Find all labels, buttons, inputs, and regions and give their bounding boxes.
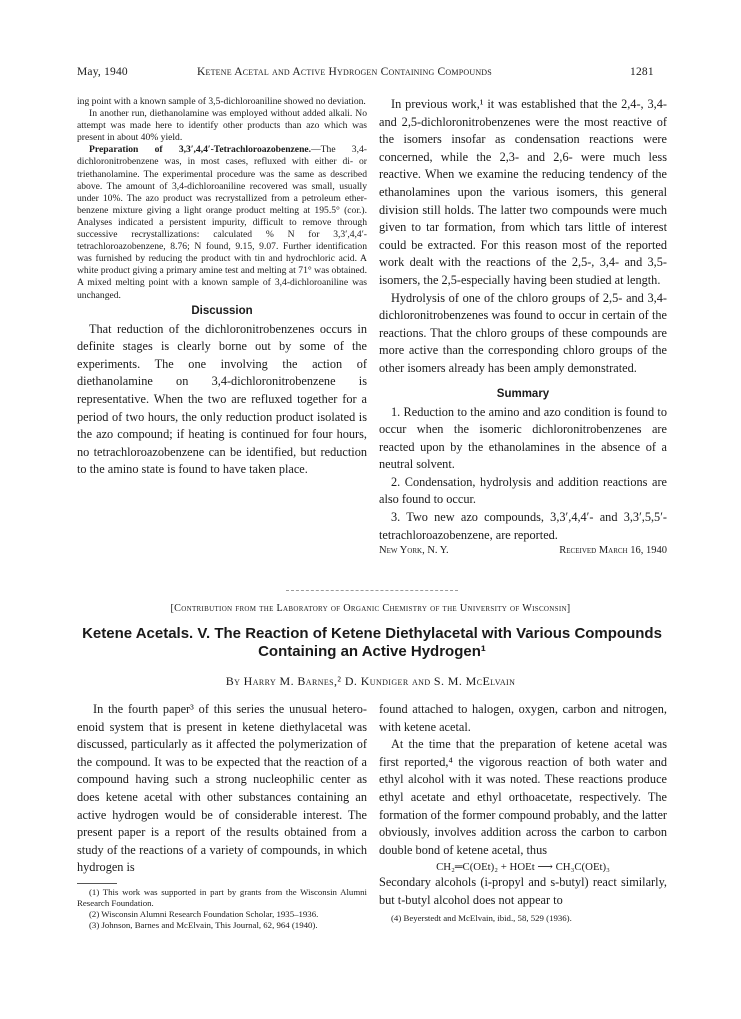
- summary-item: 1. Reduction to the amino and azo condition is found to occur when the isomeric dichloronitrobenzenes are reacted upon by the ethanolamines in the absence of a neutral solvent.: [379, 404, 667, 472]
- summary-heading: Summary: [496, 387, 550, 400]
- authors: By Harry M. Barnes,² D. Kundiger and S. M. McElvain: [225, 674, 516, 688]
- paragraph: That reduction of the dichloronitrobenzenes occurs in definite stages is clearly borne out by some of the experiments. The one involving the action of diethanolamine on 3,4-dichloronitrobenzene is representative. When the two are refluxed together for a period of two hours, the only reduction product isolated is the azo compound; if heating is continued for four hours, no tetrachloroazobenzene can be identified, but reduction to the amino state is found to have taken place.: [77, 321, 367, 477]
- upper-left-column: [77, 96, 367, 479]
- header-date: May, 1940: [77, 66, 128, 78]
- paragraph: In the fourth paper³ of this series the unusual hetero-enoid system that is present in ketene diethylacetal was discussed, particularly as it affected the polymerization of the compound. It was to be expected that the reaction of a compound having such a strong nucleophilic center as does ketene acetal with other substances containing an active hydrogen would be of considerable interest. The present paper is a report of the results obtained from a study of the reactions of a variety of compounds, in which hydrogen is: [77, 702, 367, 875]
- paragraph-text: —The 3,4-dichloronitrobenzene was, in most cases, refluxed with either di- or triethanolamine. The experimental procedure was the same as described above. The amount of 3,4-dichloroaniline recovered was small, usually under 10%. The azo product was recrystallized from a petroleum ether-benzene mixture giving a light orange product melting at 195.5° (cor.). Analyses indicated a persistent impurity, difficult to remove through successive recrystallizations: calculated % N for 3,3′,4,4′-tetrachloroazobenzene, 8.76; N found, 9.15, 9.07. Further identification was furnished by reducing the product with tin and hydrochloric acid. A white product giving a primary amine test and melting at 71° was obtained. A mixed melting point with a known sample of 3,4-dichloroaniline was unchanged.: [77, 144, 367, 301]
- article-title: Ketene Acetals. V. The Reaction of Ketene Diethylacetal with Various Compounds Containing an Active Hydrogen¹: [82, 625, 662, 660]
- paragraph: found attached to halogen, oxygen, carbon and nitrogen, with ketene acetal.: [379, 702, 667, 734]
- section-divider: [286, 590, 458, 591]
- signature-line: [379, 545, 667, 556]
- lower-left-column: [77, 701, 367, 931]
- running-title: Ketene Acetal and Active Hydrogen Containing Compounds: [197, 66, 492, 78]
- upper-right-column: [379, 96, 667, 556]
- paragraph: In previous work,¹ it was established that the 2,4-, 3,4- and 2,5-dichloronitrobenzenes were the most reactive of the isomers insofar as condensation reactions were concerned, while the 2,3- and 2,6- were much less reactive. When we examine the reducing tendency of the ethanolamines upon the various isomers, this general division still holds. The latter two compounds were much given to tar formation, from which tars little of interest could be extracted. For this reason most of the reported work dealt with the reactions of the 2,5-, 3,4- and 3,5-isomers, the 2,5-especially having been studied at length.: [379, 97, 667, 287]
- paragraph: ing point with a known sample of 3,5-dichloroaniline showed no deviation.: [77, 96, 366, 107]
- footnote: (2) Wisconsin Alumni Research Foundation Scholar, 1935–1936.: [89, 908, 319, 919]
- footnote: (3) Johnson, Barnes and McElvain, This Journal, 62, 964 (1940).: [89, 919, 318, 930]
- subsection-heading: Preparation of 3,3′,4,4′-Tetrachloroazobenzene.: [89, 144, 312, 156]
- paragraph: At the time that the preparation of ketene acetal was first reported,⁴ the vigorous reaction of both water and ethyl alcohol with it was noted. These reactions produce ethyl acetate and ethyl orthoacetate, respectively. The formation of the former compound probably, and the latter obviously, involves addition across the carbon to carbon double bond of ketene acetal, thus: [379, 737, 667, 857]
- place: New York, N. Y.: [379, 545, 449, 557]
- lower-right-column: [379, 701, 667, 924]
- paragraph: In another run, diethanolamine was employed without added alkali. No attempt was made here to identify other products than azo which was present in about 40% yield.: [77, 108, 367, 144]
- footnote: (4) Beyerstedt and McElvain, ibid., 58, 529 (1936).: [391, 912, 572, 923]
- summary-item: 3. Two new azo compounds, 3,3′,4,4′- and 3,3′,5,5′-tetrachloroazobenzene, are reported.: [379, 510, 667, 542]
- summary-item: 2. Condensation, hydrolysis and addition reactions are also found to occur.: [379, 474, 667, 507]
- footnote: (1) This work was supported in part by grants from the Wisconsin Alumni Research Foundation.: [77, 886, 367, 908]
- contribution-line: [Contribution from the Laboratory of Organic Chemistry of the University of Wisconsin]: [170, 603, 571, 614]
- paragraph: [77, 144, 367, 301]
- paragraph: Secondary alcohols (i-propyl and s-butyl) react similarly, but t-butyl alcohol does not appear to: [379, 875, 667, 907]
- paragraph: Hydrolysis of one of the chloro groups of 2,5- and 3,4-dichloronitrobenzenes was found to occur in certain of the reactions. That the chloro groups of these compounds are more active than the corresponding chloro groups of the other isomers already has been amply demonstrated.: [379, 290, 667, 375]
- equation: CH₂═C(OEt)₂ + HOEt ⟶ CH₃C(OEt)₃: [436, 861, 610, 874]
- page-number: 1281: [630, 66, 654, 78]
- footnote-rule: [77, 883, 117, 884]
- received-date: Received March 16, 1940: [559, 545, 667, 557]
- discussion-heading: Discussion: [191, 304, 253, 317]
